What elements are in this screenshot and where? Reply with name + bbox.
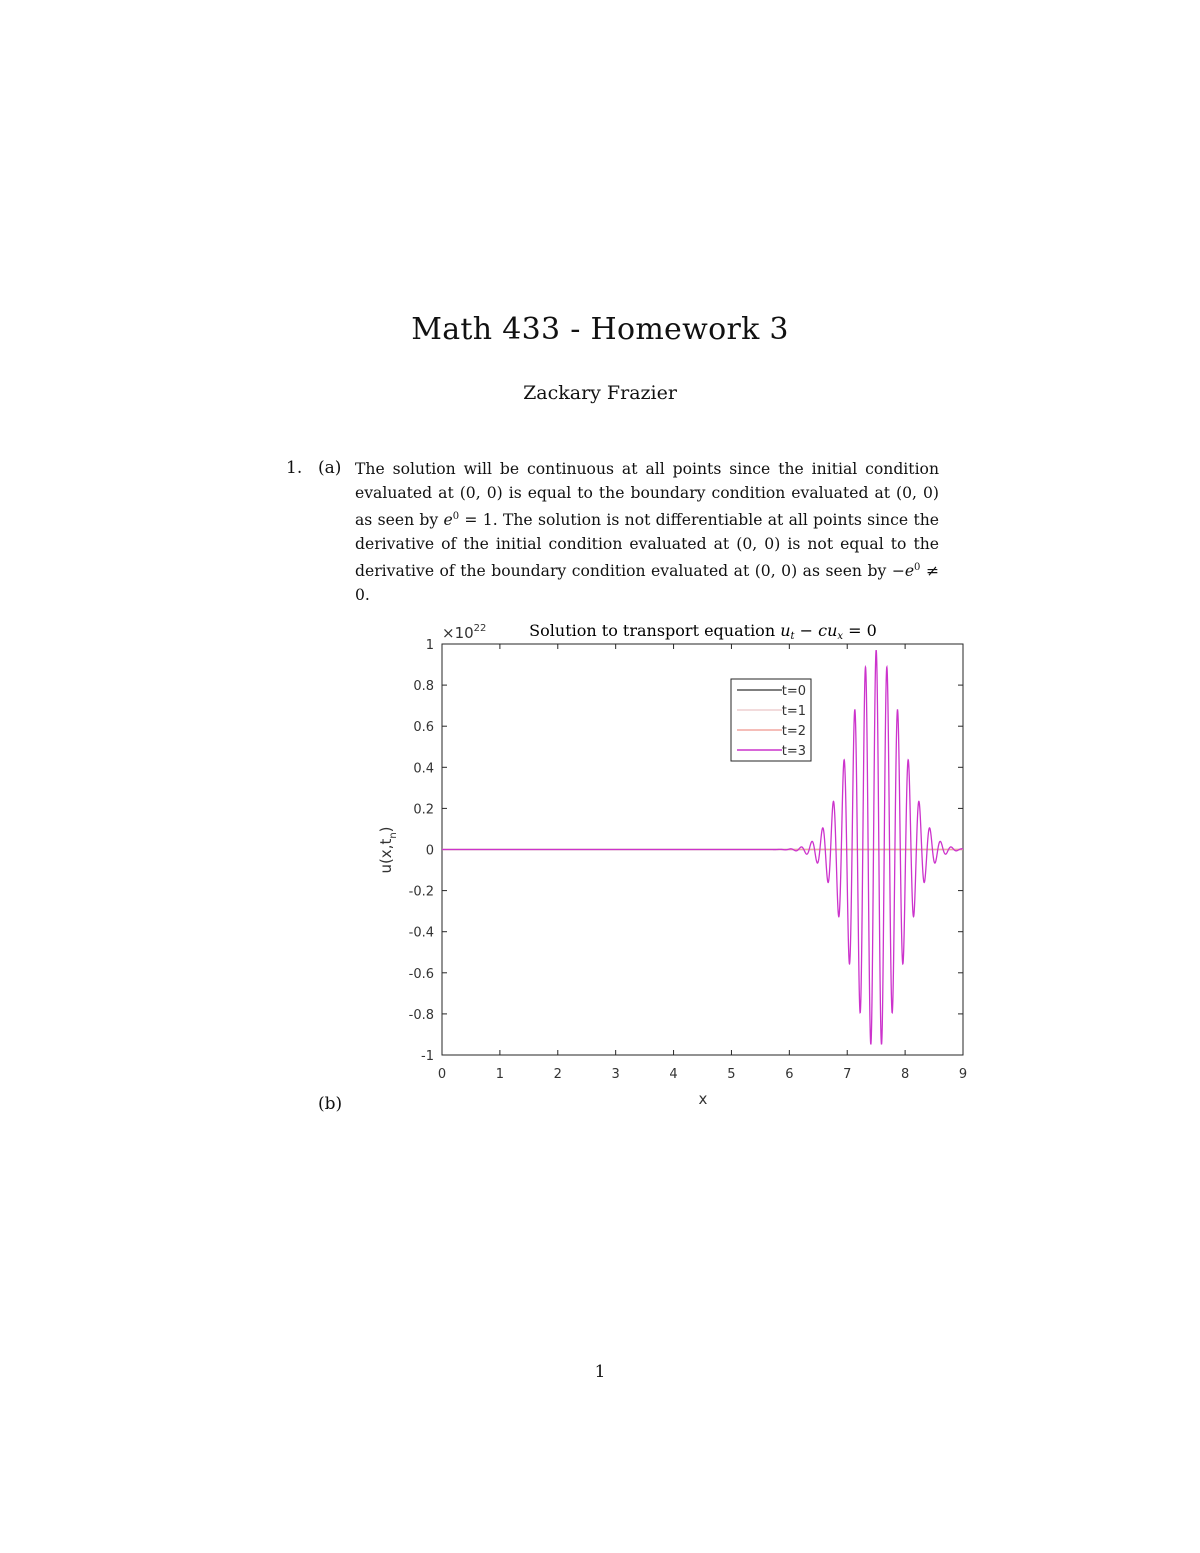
series-line-t=3 — [442, 650, 963, 1044]
y-tick-label: 0.4 — [413, 761, 434, 777]
y-tick-label: 0.6 — [413, 720, 434, 736]
part-b-label: (b) — [318, 1094, 343, 1114]
x-tick-label: 6 — [785, 1067, 794, 1082]
y-tick-label: 0 — [425, 843, 434, 859]
math-exponent: 0 — [452, 511, 460, 522]
x-tick-label: 8 — [900, 1067, 910, 1082]
part-a-text-2: = 1. The solution is not differentiable at all points since the derivative of the initial condition evaluated at (0, 0) is not equal to the derivative of the boundary condition evaluated at (0, 0) as seen by − — [355, 511, 939, 581]
math-e: e — [443, 511, 453, 530]
x-tick-label: 1 — [495, 1067, 505, 1082]
document-title: Math 433 - Homework 3 — [411, 312, 789, 347]
problem-number: 1. — [286, 458, 303, 478]
x-tick-label: 0 — [437, 1067, 447, 1082]
part-a-text — [355, 458, 939, 607]
part-a-text-1: The solution will be continuous at all points since the initial condition evaluated at (0, 0) is equal to the boundary condition evaluated at (0, 0) as seen by — [355, 460, 939, 530]
x-tick-label: 2 — [553, 1067, 562, 1082]
author-name: Zackary Frazier — [523, 382, 677, 404]
legend-label: t=2 — [781, 724, 806, 739]
y-tick-label: 1 — [425, 638, 434, 653]
legend — [731, 679, 811, 761]
y-tick-label: -1 — [421, 1049, 434, 1064]
y-axis-label: $u(x,t_n)$ — [377, 826, 399, 874]
page-number: 1 — [594, 1362, 606, 1382]
transport-equation-chart — [360, 612, 1000, 1112]
x-tick-label: 5 — [727, 1067, 736, 1082]
x-tick-label: 4 — [669, 1067, 678, 1082]
part-a-text-3: ≠ 0. — [355, 562, 939, 604]
y-tick-label: -0.6 — [408, 966, 434, 982]
axis-tick-labels — [409, 638, 968, 1082]
x-axis-label: x — [698, 1090, 708, 1108]
chart-title: Solution to transport equation ut − cux = 0 — [529, 621, 877, 642]
y-tick-label: 0.8 — [413, 679, 434, 695]
legend-label: t=1 — [781, 704, 806, 719]
exponent-label: $\times 10^{22}$ — [442, 623, 487, 642]
part-a-label: (a) — [318, 458, 342, 478]
math-exponent: 0 — [914, 562, 921, 574]
legend-label: t=0 — [781, 684, 806, 699]
figure — [360, 612, 1000, 1116]
legend-label: t=3 — [781, 744, 806, 759]
y-tick-label: -0.2 — [408, 884, 434, 900]
x-tick-label: 7 — [843, 1067, 852, 1082]
y-tick-label: -0.8 — [408, 1007, 434, 1023]
math-e: e — [904, 562, 915, 581]
x-tick-label: 9 — [958, 1067, 968, 1082]
x-tick-label: 3 — [611, 1067, 620, 1082]
y-tick-label: -0.4 — [408, 925, 434, 941]
plot-series — [442, 650, 963, 1044]
y-tick-label: 0.2 — [413, 802, 434, 818]
